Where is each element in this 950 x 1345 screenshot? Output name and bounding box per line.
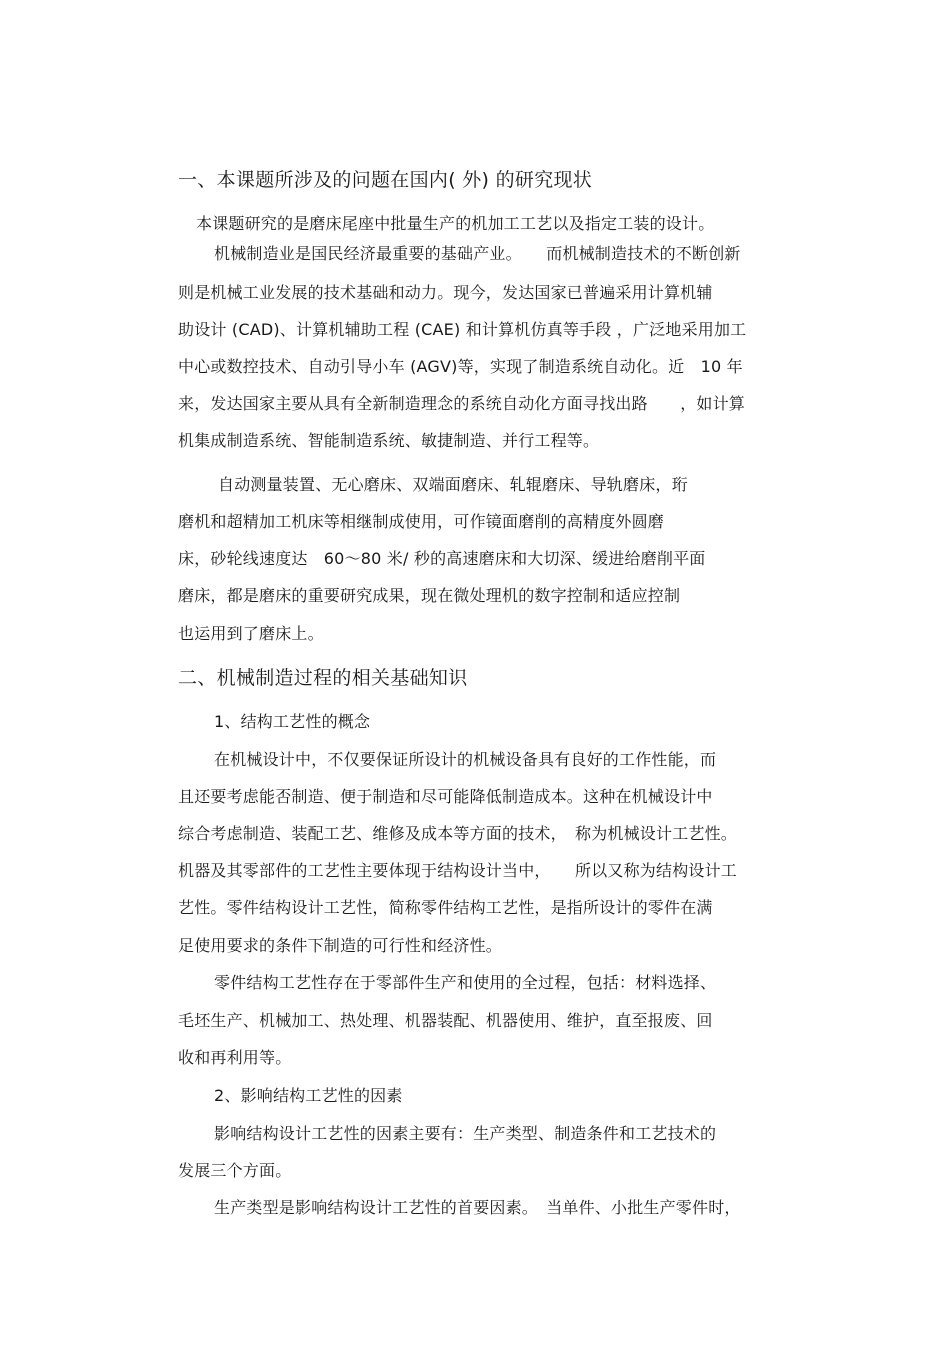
subsection-heading-2: 2、影响结构工艺性的因素 <box>214 1086 403 1105</box>
paragraph-line: 收和再利用等。 <box>178 1048 292 1067</box>
paragraph-line: 磨机和超精加工机床等相继制成使用，可作镜面磨削的高精度外圆磨 <box>178 512 665 531</box>
paragraph-line: 零件结构工艺性存在于零部件生产和使用的全过程，包括：材料选择、 <box>214 973 717 992</box>
paragraph-line: 综合考虑制造、装配工艺、维修及成本等方面的技术， 称为机械设计工艺性。 <box>178 824 738 843</box>
paragraph-line: 来，发达国家主要从具有全新制造理念的系统自动化方面寻找出路 ，如计算 <box>178 394 746 413</box>
paragraph-line: 则是机械工业发展的技术基础和动力。现今，发达国家已普遍采用计算机辅 <box>178 283 713 302</box>
paragraph-line: 也运用到了磨床上。 <box>178 624 324 643</box>
paragraph-line: 床，砂轮线速度达 60～80 米/ 秒的高速磨床和大切深、缓进给磨削平面 <box>178 549 706 568</box>
paragraph-line: 艺性。零件结构设计工艺性，简称零件结构工艺性，是指所设计的零件在满 <box>178 898 713 917</box>
section-heading-2: 二、机械制造过程的相关基础知识 <box>178 667 468 689</box>
paragraph-line: 机械制造业是国民经济最重要的基础产业。 而机械制造技术的不断创新 <box>214 244 741 263</box>
paragraph-line: 中心或数控技术、自动引导小车 (AGV)等，实现了制造系统自动化。近 10 年 <box>178 357 743 376</box>
section-heading-1: 一、本课题所涉及的问题在国内( 外) 的研究现状 <box>178 169 593 191</box>
paragraph-line: 机集成制造系统、智能制造系统、敏捷制造、并行工程等。 <box>178 431 600 450</box>
subsection-heading-1: 1、结构工艺性的概念 <box>214 712 371 731</box>
paragraph-line: 毛坯生产、机械加工、热处理、机器装配、机器使用、维护，直至报废、回 <box>178 1011 713 1030</box>
paragraph-line: 生产类型是影响结构设计工艺性的首要因素。 当单件、小批生产零件时， <box>214 1198 741 1217</box>
paragraph-line: 本课题研究的是磨床尾座中批量生产的机加工工艺以及指定工装的设计。 <box>196 214 715 233</box>
paragraph-line: 助设计 (CAD)、计算机辅助工程 (CAE) 和计算机仿真等手段 ，广泛地采用加工 <box>178 320 747 339</box>
paragraph-line: 自动测量装置、无心磨床、双端面磨床、轧辊磨床、导轨磨床，珩 <box>218 475 688 494</box>
paragraph-line: 发展三个方面。 <box>178 1161 292 1180</box>
paragraph-line: 影响结构设计工艺性的因素主要有：生产类型、制造条件和工艺技术的 <box>214 1124 717 1143</box>
paragraph-line: 足使用要求的条件下制造的可行性和经济性。 <box>178 936 503 955</box>
paragraph-line: 在机械设计中，不仅要保证所设计的机械设备具有良好的工作性能，而 <box>214 750 717 769</box>
paragraph-line: 机器及其零部件的工艺性主要体现于结构设计当中， 所以又称为结构设计工 <box>178 861 738 880</box>
paragraph-line: 且还要考虑能否制造、便于制造和尽可能降低制造成本。这种在机械设计中 <box>178 787 713 806</box>
paragraph-line: 磨床，都是磨床的重要研究成果，现在微处理机的数字控制和适应控制 <box>178 586 681 605</box>
